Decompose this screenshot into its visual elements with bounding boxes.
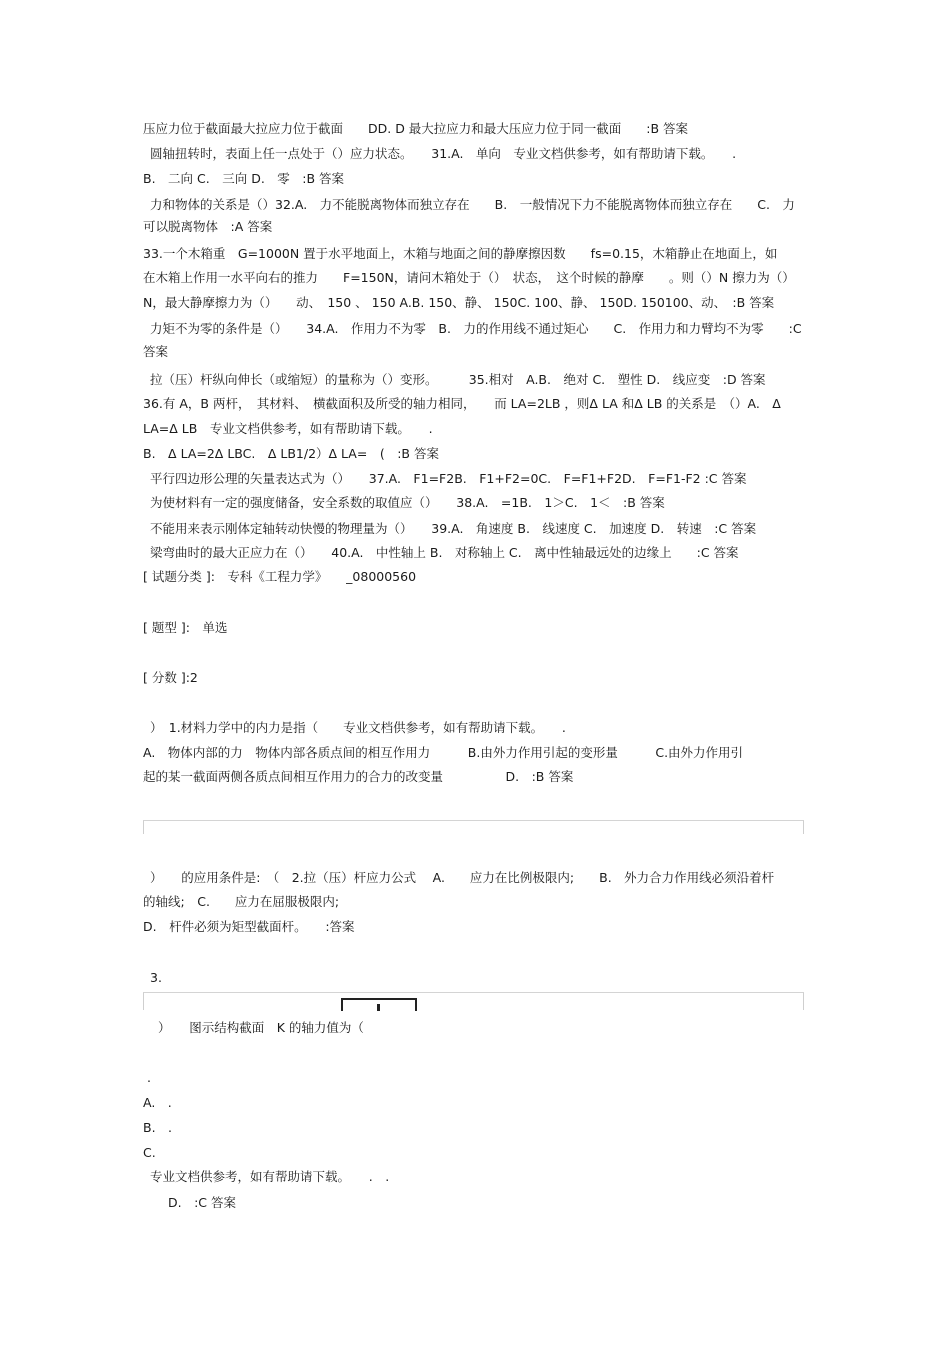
text-line: 的轴线; C. 应力在屈服极限内; [143, 894, 340, 909]
text-line: 平行四边形公理的矢量表达式为（） 37.A. F1=F2B. F1+F2=0C. F=F1+F2D. F=F1-F2 :C 答案 [150, 471, 747, 486]
text-line: 力矩不为零的条件是（） 34.A. 作用力不为零 B. 力的作用线不通过矩心 C. 作用力和力臂均不为零 :C [150, 321, 802, 336]
text-line: 为使材料有一定的强度储备，安全系数的取值应（） 38.A. =1B. 1＞C. 1＜ :B 答案 [150, 495, 665, 510]
text-line: 梁弯曲时的最大正应力在（） 40.A. 中性轴上 B. 对称轴上 C. 离中性轴最远处的边缘上 :C 答案 [150, 545, 739, 560]
text-line: B. 二向 C. 三向 D. 零 :B 答案 [143, 171, 345, 186]
text-line: LA=Δ LB 专业文档供参考，如有帮助请下载。 . [143, 421, 433, 436]
text-line: A. 物体内部的力 物体内部各质点间的相互作用力 B.由外力作用引起的变形量 C.由外力作用引 [143, 745, 744, 760]
text-line: 压应力位于截面最大拉应力位于截面 DD. D 最大拉应力和最大压应力位于同一截面 :B 答案 [143, 121, 689, 136]
text-line: 3. [150, 970, 162, 985]
text-line: ） 1.材料力学中的内力是指（ 专业文档供参考，如有帮助请下载。 . [150, 720, 566, 735]
text-line: 33.一个木箱重 G=1000N 置于水平地面上，木箱与地面之间的静摩擦因数 fs=0.15，木箱静止在地面上，如 [143, 246, 778, 261]
text-line: D. :C 答案 [168, 1195, 237, 1210]
text-line: 可以脱离物体 :A 答案 [143, 219, 273, 234]
structure-figure [341, 998, 417, 1011]
text-line: D. 杆件必须为矩型截面杆。 :答案 [143, 919, 355, 934]
text-line: [ 试题分类 ]: 专科《工程力学》 _08000560 [143, 569, 417, 584]
text-line: 力和物体的关系是（）32.A. 力不能脱离物体而独立存在 B. 一般情况下力不能脱离物体而独立存在 C. 力 [150, 197, 795, 212]
text-line: 圆轴扭转时，表面上任一点处于（）应力状态。 31.A. 单向 专业文档供参考，如有帮助请下载。 . [150, 146, 737, 161]
text-line: 起的某一截面两侧各质点间相互作用力的合力的改变量 D. :B 答案 [143, 769, 574, 784]
text-line: 拉（压）杆纵向伸长（或缩短）的量称为（）变形。 35.相对 A.B. 绝对 C. 塑性 D. 线应变 :D 答案 [150, 372, 766, 387]
text-line: C. [143, 1145, 156, 1160]
text-line: . [147, 1070, 151, 1085]
text-line: 专业文档供参考，如有帮助请下载。 . . [150, 1169, 390, 1184]
text-line: [ 题型 ]: 单选 [143, 620, 228, 635]
text-line: A. . [143, 1095, 172, 1110]
text-line: 在木箱上作用一水平向右的推力 F=150N，请问木箱处于（） 状态， 这个时候的静摩 。则（）N 擦力为（） [143, 270, 795, 285]
figure-frame [143, 820, 804, 834]
text-line: ） 的应用条件是: （ 2.拉（压）杆应力公式 A. 应力在比例极限内; B. 外力合力作用线必须沿着杆 [150, 870, 775, 885]
text-line: 不能用来表示刚体定轴转动快慢的物理量为（） 39.A. 角速度 B. 线速度 C. 加速度 D. 转速 :C 答案 [150, 521, 757, 536]
figure-mark [377, 1004, 380, 1011]
text-line: N，最大静摩擦力为（） 动、 150 、 150 A.B. 150、静、 150C. 100、静、 150D. 150100、动、 :B 答案 [143, 295, 775, 310]
text-line: B. . [143, 1120, 173, 1135]
text-line: 答案 [143, 344, 169, 359]
text-line: [ 分数 ]:2 [143, 670, 198, 685]
text-line: ） 图示结构截面 K 的轴力值为（ [158, 1020, 364, 1035]
text-line: B. Δ LA=2Δ LBC. Δ LB1/2）Δ LA= ( :B 答案 [143, 446, 439, 461]
figure-frame [143, 992, 804, 1010]
text-line: 36.有 A，B 两杆， 其材料、 横截面积及所受的轴力相同， 而 LA=2LB ，则Δ LA 和Δ LB 的关系是 （）A. Δ [143, 396, 781, 411]
